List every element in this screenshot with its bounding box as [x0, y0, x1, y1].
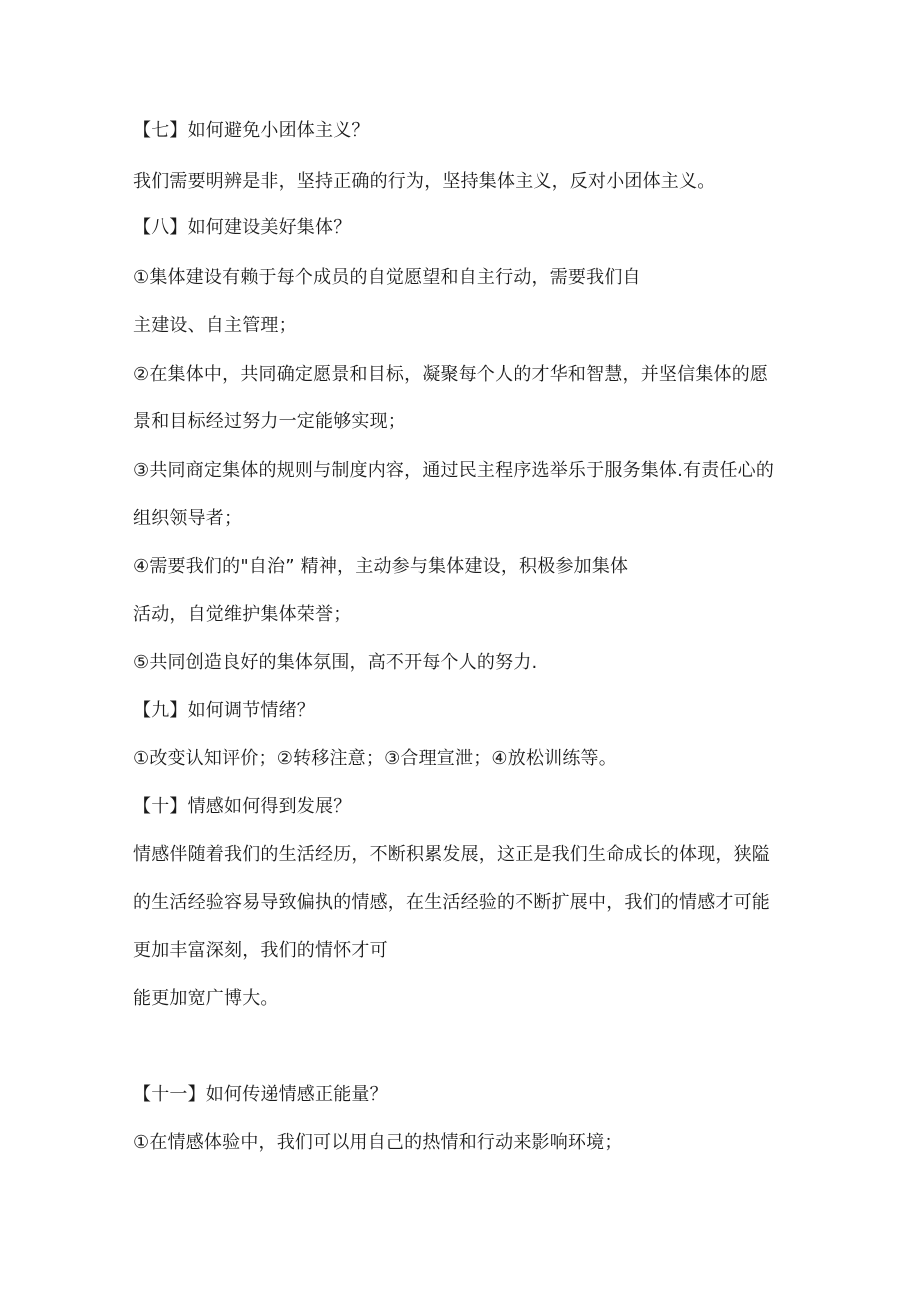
- paragraph-line: 活动，自觉维护集体荣誉；: [133, 604, 352, 625]
- paragraph-line: ①集体建设有赖于每个成员的自觉愿望和自主行动，需要我们自: [133, 267, 641, 288]
- heading-q8: 【八】如何建设美好集体？: [133, 217, 352, 238]
- paragraph-line: ⑤共同创造良好的集体氛围，高不开每个人的努力.: [133, 652, 538, 673]
- heading-q7: 【七】如何避免小团体主义？: [133, 120, 370, 141]
- paragraph-line: 主建设、自主管理；: [133, 315, 297, 336]
- heading-q10: 【十】情感如何得到发展？: [133, 796, 352, 817]
- paragraph-line: 景和目标经过努力一定能够实现；: [133, 411, 406, 432]
- paragraph-line: 能更加宽广博大。: [133, 988, 279, 1009]
- paragraph-line: 更加丰富深刻，我们的情怀才可: [133, 940, 388, 961]
- paragraph-line: ③共同商定集体的规则与制度内容，通过民主程序选举乐于服务集体.有责任心的: [133, 460, 775, 481]
- paragraph-line: 组织领导者；: [133, 508, 243, 529]
- paragraph-line: ④需要我们的"自治” 精神，主动参与集体建设，积极参加集体: [133, 556, 629, 577]
- paragraph-line: ①在情感体验中，我们可以用自己的热情和行动来影响环境；: [133, 1132, 623, 1153]
- heading-q9: 【九】如何调节情绪？: [133, 700, 315, 721]
- heading-q11: 【十一】如何传递情感正能量？: [133, 1084, 388, 1105]
- paragraph-line: 情感伴随着我们的生活经历，不断积累发展，这正是我们生命成长的体现，狭隘: [133, 844, 770, 865]
- paragraph-line: 我们需要明辨是非，坚持正确的行为，坚持集体主义，反对小团体主义。: [133, 171, 716, 192]
- paragraph-line: ②在集体中，共同确定愿景和目标，凝聚每个人的才华和智慧，并坚信集体的愿: [133, 364, 769, 385]
- paragraph-line: ①改变认知评价；②转移注意；③合理宣泄；④放松训练等。: [133, 748, 617, 769]
- paragraph-line: 的生活经验容易导致偏执的情感，在生活经验的不断扩展中，我们的情感才可能: [133, 892, 770, 913]
